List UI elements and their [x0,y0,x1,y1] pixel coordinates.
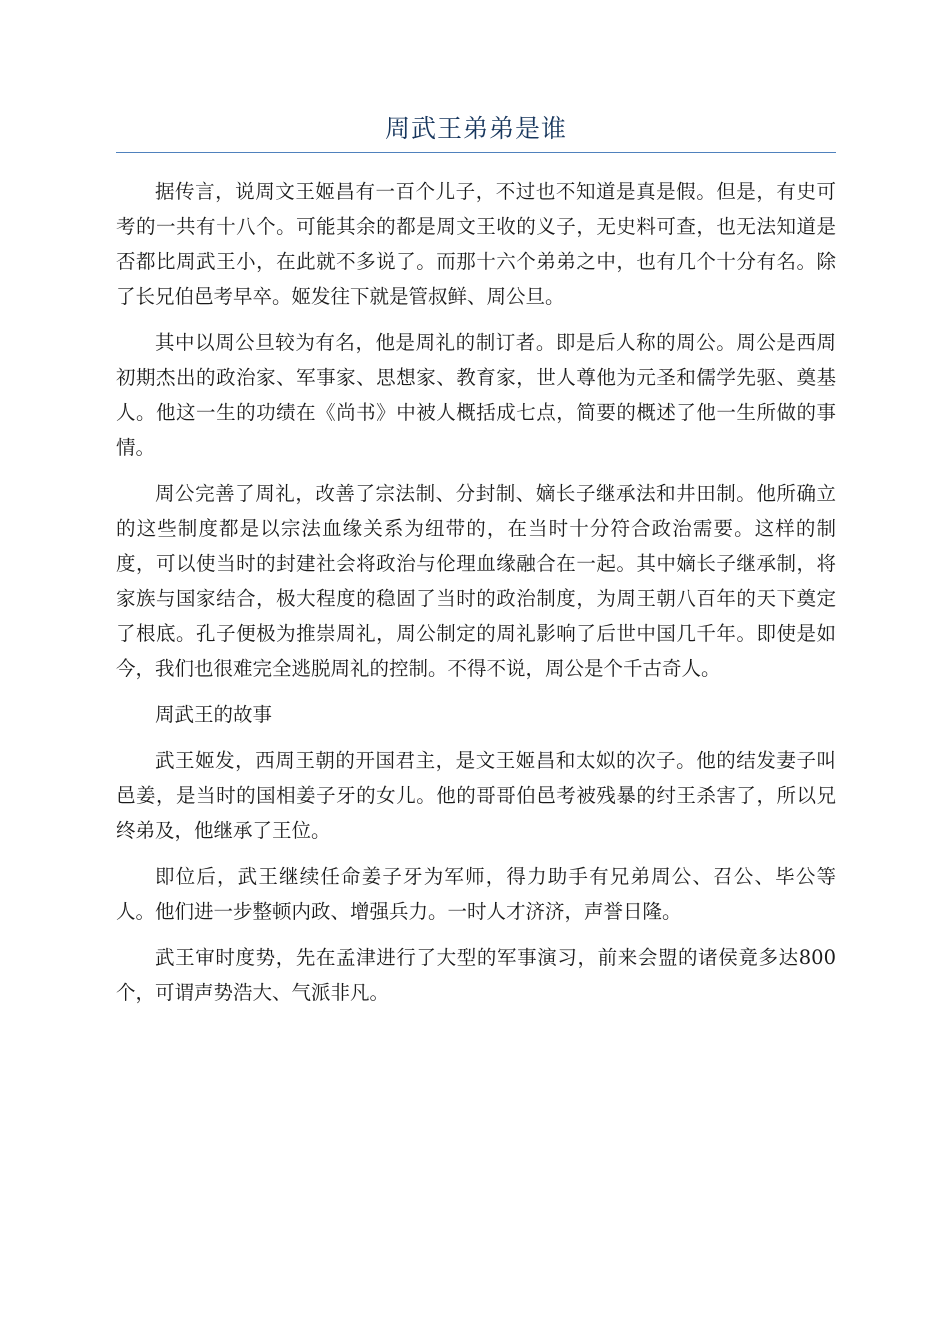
paragraph-zhou-rites: 周公完善了周礼，改善了宗法制、分封制、嫡长子继承法和井田制。他所确立的这些制度都是以宗法血缘关系为纽带的，在当时十分符合政治需要。这样的制度，可以使当时的封建社会将政治与伦理血缘融合在一起。其中嫡长子继承制，将家族与国家结合，极大程度的稳固了当时的政治制度，为周王朝八百年的天下奠定了根底。孔子便极为推崇周礼，周公制定的周礼影响了后世中国几千年。即使是如今，我们也很难完全逃脱周礼的控制。不得不说，周公是个千古奇人。 [116,482,836,680]
paragraph-sons-of-king-wen: 据传言，说周文王姬昌有一百个儿子，不过也不知道是真是假。但是，有史可考的一共有十八个。可能其余的都是周文王收的义子，无史料可查，也无法知道是否都比周武王小，在此就不多说了。而那十六个弟弟之中，也有几个十分有名。除了长兄伯邑考早卒。姬发往下就是管叔鲜、周公旦。 [116,180,836,308]
section-heading-king-wu-story: 周武王的故事 [155,703,273,726]
document-page [116,112,836,1021]
paragraph-after-accession: 即位后，武王继续任命姜子牙为军师，得力助手有兄弟周公、召公、毕公等人。他们进一步整顿内政、增强兵力。一时人才济济，声誉日隆。 [116,865,836,923]
paragraph-mengjin-drill: 武王审时度势，先在孟津进行了大型的军事演习，前来会盟的诸侯竟多达800个，可谓声势浩大、气派非凡。 [116,946,836,1004]
document-body [116,174,836,1010]
paragraph-king-wu-intro: 武王姬发，西周王朝的开国君主，是文王姬昌和太姒的次子。他的结发妻子叫邑姜，是当时的国相姜子牙的女儿。他的哥哥伯邑考被残暴的纣王杀害了，所以兄终弟及，他继承了王位。 [116,749,836,842]
title-block [116,112,836,153]
document-title: 周武王弟弟是谁 [384,114,567,143]
paragraph-duke-of-zhou: 其中以周公旦较为有名，他是周礼的制订者。即是后人称的周公。周公是西周初期杰出的政治家、军事家、思想家、教育家，世人尊他为元圣和儒学先驱、奠基人。他这一生的功绩在《尚书》中被人概括成七点，简要的概述了他一生所做的事情。 [116,331,836,459]
